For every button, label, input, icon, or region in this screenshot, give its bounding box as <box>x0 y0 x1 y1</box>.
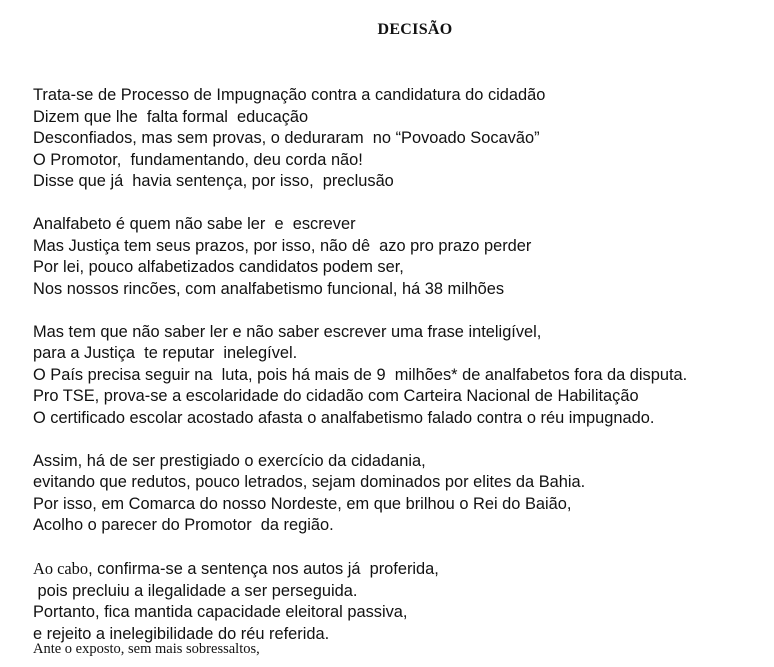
text-line: Mas Justiça tem seus prazos, por isso, não dê azo pro prazo perder <box>33 236 532 255</box>
text-line: Trata-se de Processo de Impugnação contra a candidatura do cidadão <box>33 86 546 104</box>
text-line: Portanto, fica mantida capacidade eleitoral passiva, <box>33 603 408 621</box>
text-line: Desconfiados, mas sem provas, o deduraram no “Povoado Socavão” <box>33 129 540 147</box>
stanza-1 <box>33 85 768 193</box>
decision-text <box>33 85 768 667</box>
text-line: Por lei, pouco alfabetizados candidatos podem ser, <box>33 258 404 276</box>
text-line: Por isso, em Comarca do nosso Nordeste, em que brilhou o Rei do Baião, <box>33 494 572 513</box>
stanza-5 <box>33 558 768 645</box>
text-line: Assim, há de ser prestigiado o exercício da cidadania, <box>33 451 426 470</box>
text-line: evitando que redutos, pouco letrados, sejam dominados por elites da Bahia. <box>33 473 586 491</box>
text-line: Acolho o parecer do Promotor da região. <box>33 516 334 534</box>
closing-line: Ante o exposto, sem mais sobressaltos, <box>33 641 260 657</box>
text-line: Analfabeto é quem não sabe ler e escrever <box>33 215 356 233</box>
document-title: DECISÃO <box>377 21 453 38</box>
text-line: Mas tem que não saber ler e não saber escrever uma frase inteligível, <box>33 322 542 341</box>
line-rest: , confirma-se a sentença nos autos já proferida, <box>88 560 439 578</box>
stanza-4 <box>33 451 768 537</box>
serif-lead-word: Ao cabo <box>33 559 89 578</box>
text-line: O certificado escolar acostado afasta o analfabetismo falado contra o réu impugnado. <box>33 408 655 427</box>
text-line: O Promotor, fundamentando, deu corda não! <box>33 150 363 169</box>
text-line: pois precluiu a ilegalidade a ser perseguida. <box>33 581 358 600</box>
text-line: Pro TSE, prova-se a escolaridade do cidadão com Carteira Nacional de Habilitação <box>33 387 639 405</box>
stanza-3 <box>33 322 768 430</box>
text-line <box>33 558 768 581</box>
text-line: O País precisa seguir na luta, pois há mais de 9 milhões* de analfabetos fora da disputa. <box>33 365 688 384</box>
text-line: para a Justiça te reputar inelegível. <box>33 344 298 362</box>
text-line: Disse que já havia sentença, por isso, preclusão <box>33 172 394 190</box>
text-line: e rejeito a inelegibilidade do réu referida. <box>33 624 330 643</box>
text-line: Nos nossos rincões, com analfabetismo funcional, há 38 milhões <box>33 279 505 298</box>
stanza-2 <box>33 214 768 300</box>
text-line: Dizem que lhe falta formal educação <box>33 107 309 126</box>
